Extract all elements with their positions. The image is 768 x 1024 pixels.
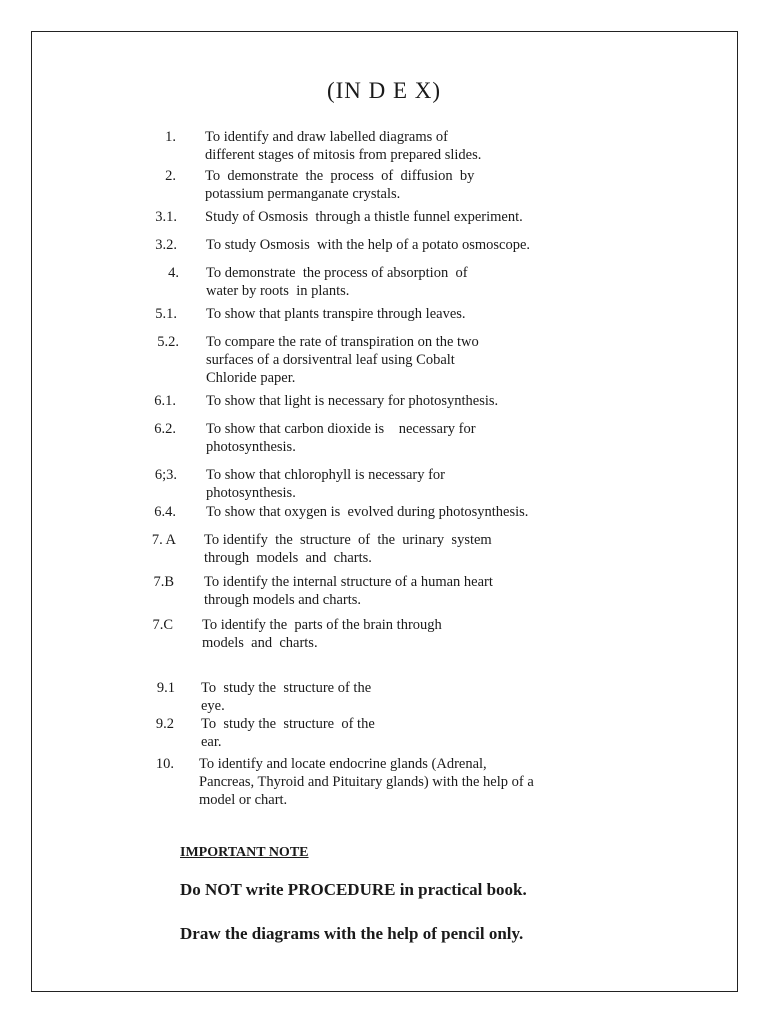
item-number: 7.B [153, 574, 174, 590]
item-number: 10. [155, 756, 174, 772]
item-number: 3.2. [155, 237, 177, 253]
item-number: 5.2. [157, 334, 179, 350]
item-text-line: different stages of mitosis from prepared slides. [205, 147, 482, 163]
item-text-line: Pancreas, Thyroid and Pituitary glands) with the help of a [199, 774, 534, 790]
item-text-line: To study Osmosis with the help of a potato osmoscope. [206, 237, 530, 253]
item-text-line: To demonstrate the process of diffusion by [205, 168, 475, 184]
item-text-line: through models and charts. [204, 550, 372, 566]
item-text-line: photosynthesis. [206, 439, 296, 455]
item-text-line: To identify and locate endocrine glands (Adrenal, [199, 756, 487, 772]
item-text-line: To study the structure of the [201, 716, 375, 732]
item-text-line: To show that oxygen is evolved during photosynthesis. [206, 504, 529, 520]
item-number: 2. [165, 168, 176, 184]
item-text-line: To show that light is necessary for photosynthesis. [206, 393, 499, 409]
item-text-line: To show that carbon dioxide is necessary for [206, 421, 476, 437]
item-text-line: To show that plants transpire through leaves. [206, 306, 466, 322]
item-number: 7.C [152, 617, 173, 633]
item-number: 5.1. [155, 306, 177, 322]
item-text-line: To identify the parts of the brain through [202, 617, 442, 633]
item-text-line: To study the structure of the [201, 680, 372, 696]
item-text-line: ear. [201, 734, 222, 750]
item-text-line: To identify and draw labelled diagrams of [205, 129, 448, 145]
note-pencil: Draw the diagrams with the help of pencil only. [180, 924, 524, 943]
item-text-line: Chloride paper. [206, 370, 296, 386]
item-number: 3.1. [155, 209, 177, 225]
item-number: 6.4. [154, 504, 176, 520]
item-text-line: through models and charts. [204, 592, 362, 608]
item-text-line: eye. [201, 698, 225, 714]
item-number: 1. [165, 129, 176, 145]
item-text-line: surfaces of a dorsiventral leaf using Cobalt [206, 352, 455, 368]
item-text-line: photosynthesis. [206, 485, 296, 501]
item-number: 7. A [151, 532, 176, 548]
item-text-line: To demonstrate the process of absorption of [206, 265, 468, 281]
item-text-line: To show that chlorophyll is necessary for [206, 467, 445, 483]
item-text-line: water by roots in plants. [206, 283, 350, 299]
item-text-line: To compare the rate of transpiration on the two [206, 334, 479, 350]
item-number: 9.2 [155, 716, 174, 732]
item-number: 6.2. [154, 421, 176, 437]
item-number: 6;3. [154, 467, 177, 483]
note-procedure: Do NOT write PROCEDURE in practical book. [180, 880, 527, 899]
item-number: 4. [168, 265, 179, 281]
item-text-line: models and charts. [202, 635, 318, 651]
item-text-line: To identify the structure of the urinary system [204, 532, 492, 548]
item-text-line: Study of Osmosis through a thistle funnel experiment. [205, 209, 523, 225]
important-note-heading: IMPORTANT NOTE [180, 845, 309, 860]
item-text-line: To identify the internal structure of a human heart [204, 574, 493, 590]
item-number: 9.1 [156, 680, 175, 696]
item-number: 6.1. [154, 393, 176, 409]
item-text-line: model or chart. [199, 792, 288, 808]
item-text-line: potassium permanganate crystals. [205, 186, 401, 202]
index-title: (IN D E X) [326, 78, 442, 103]
